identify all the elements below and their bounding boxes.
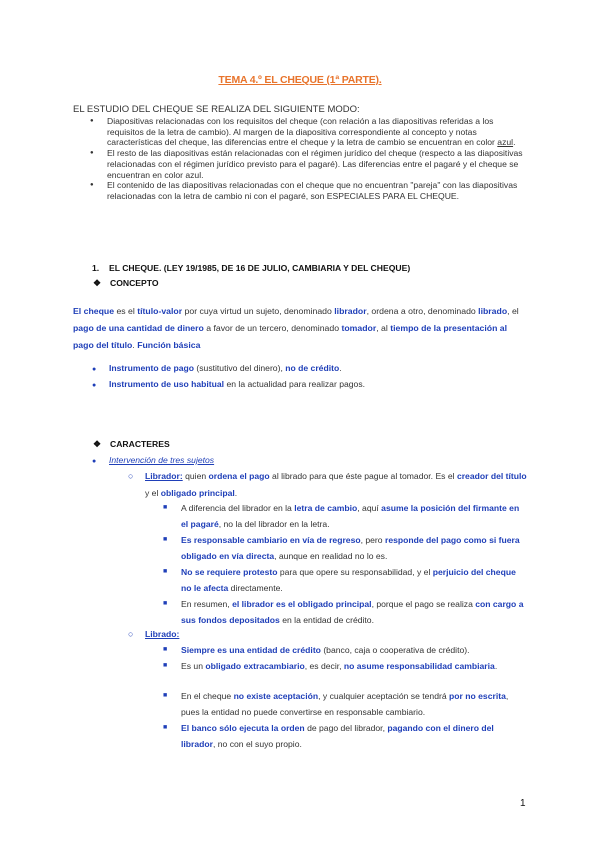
librado-item: ○ Librado: [128, 626, 528, 643]
librador-item: ○ Librador: quien ordena el pago al librado para que éste pague al tomador. Es el creador del título y el obligado principal. [128, 468, 528, 502]
intro-item: ● Diapositivas relacionadas con los requisitos del cheque (con relación a las diapositivas referidas a los requisitos de la letra de cambio). Al margen de la diapositiva correspondiente al concepto y notas características del cheque, las diferencias entre el cheque y la letra de cambio se encuentran en color azul. [90, 116, 530, 148]
page-number: 1 [520, 798, 526, 809]
function-bullet: ● Instrumento de pago (sustitutivo del dinero), no de crédito. [92, 363, 342, 373]
square-bullet-icon: ■ [163, 692, 168, 699]
square-bullet-icon: ■ [163, 568, 168, 575]
intro-item: ● El contenido de las diapositivas relacionadas con el cheque que no encuentran "pareja" con las diapositivas relacionadas con la letra de cambio ni con el pagaré, son ESPECIALES PARA EL CHEQUE. [90, 180, 530, 201]
diamond-icon: ❖ [93, 278, 102, 288]
document-title: TEMA 4.º EL CHEQUE (1ª PARTE). [218, 74, 382, 86]
intro-item: ● El resto de las diapositivas están relacionadas con el régimen jurídico del cheque (respecto a las diapositivas relacionadas con el régimen jurídico previsto para el pagaré). Las diferencias entre el pagaré y el cheque se encuentran en color azul. [90, 148, 530, 180]
square-bullet-icon: ■ [163, 536, 168, 543]
caracteres-heading: ❖ CARACTERES [93, 439, 170, 449]
librado-point: ■ Siempre es una entidad de crédito (banco, caja o cooperativa de crédito). [163, 642, 528, 658]
function-bullet: ● Instrumento de uso habitual en la actualidad para realizar pagos. [92, 379, 366, 389]
librador-point: ■ Es responsable cambiario en vía de regreso, pero responde del pago como si fuera obligado en vía directa, aunque en realidad no lo es. [163, 532, 528, 564]
librado-point: ■ Es un obligado extracambiario, es decir, no asume responsabilidad cambiaria. [163, 658, 528, 674]
bullet-icon: ● [92, 366, 97, 373]
librador-point: ■ En resumen, el librador es el obligado principal, porque el pago se realiza con cargo a sus fondos depositados en la entidad de crédito. [163, 596, 528, 628]
square-bullet-icon: ■ [163, 600, 168, 607]
subtopic-three-subjects: ● Intervención de tres sujetos [92, 455, 215, 465]
concept-paragraph: El cheque es el título-valor por cuya virtud un sujeto, denominado librador, ordena a otro, denominado librado, el pago de una cantidad de dinero a favor de un tercero, denominado tomador, al tiempo de la presentación al pago del título. Función básica [73, 306, 519, 350]
concepto-heading: ❖ CONCEPTO [93, 278, 159, 288]
square-bullet-icon: ■ [163, 724, 168, 731]
circle-bullet-icon: ○ [128, 471, 134, 481]
intro-heading: EL ESTUDIO DEL CHEQUE SE REALIZA DEL SIGUIENTE MODO: [73, 104, 360, 115]
librador-point: ■ No se requiere protesto para que opere su responsabilidad, y el perjuicio del cheque no le afecta directamente. [163, 564, 528, 596]
librador-point: ■ A diferencia del librador en la letra de cambio, aquí asume la posición del firmante en el pagaré, no la del librador en la letra. [163, 500, 528, 532]
bullet-icon: ● [92, 458, 97, 465]
librado-point: ■ El banco sólo ejecuta la orden de pago del librador, pagando con el dinero del librador, no con el suyo propio. [163, 720, 528, 752]
circle-bullet-icon: ○ [128, 629, 134, 639]
section-heading: 1. EL CHEQUE. (LEY 19/1985, DE 16 DE JULIO, CAMBIARIA Y DEL CHEQUE) [92, 263, 411, 273]
square-bullet-icon: ■ [163, 504, 168, 511]
bullet-icon: ● [92, 382, 97, 389]
diamond-icon: ❖ [93, 439, 102, 449]
square-bullet-icon: ■ [163, 646, 168, 653]
intro-list [90, 116, 530, 202]
square-bullet-icon: ■ [163, 662, 168, 669]
librado-point: ■ En el cheque no existe aceptación, y cualquier aceptación se tendrá por no escrita, pues la entidad no puede convertirse en responsable cambiario. [163, 688, 528, 720]
